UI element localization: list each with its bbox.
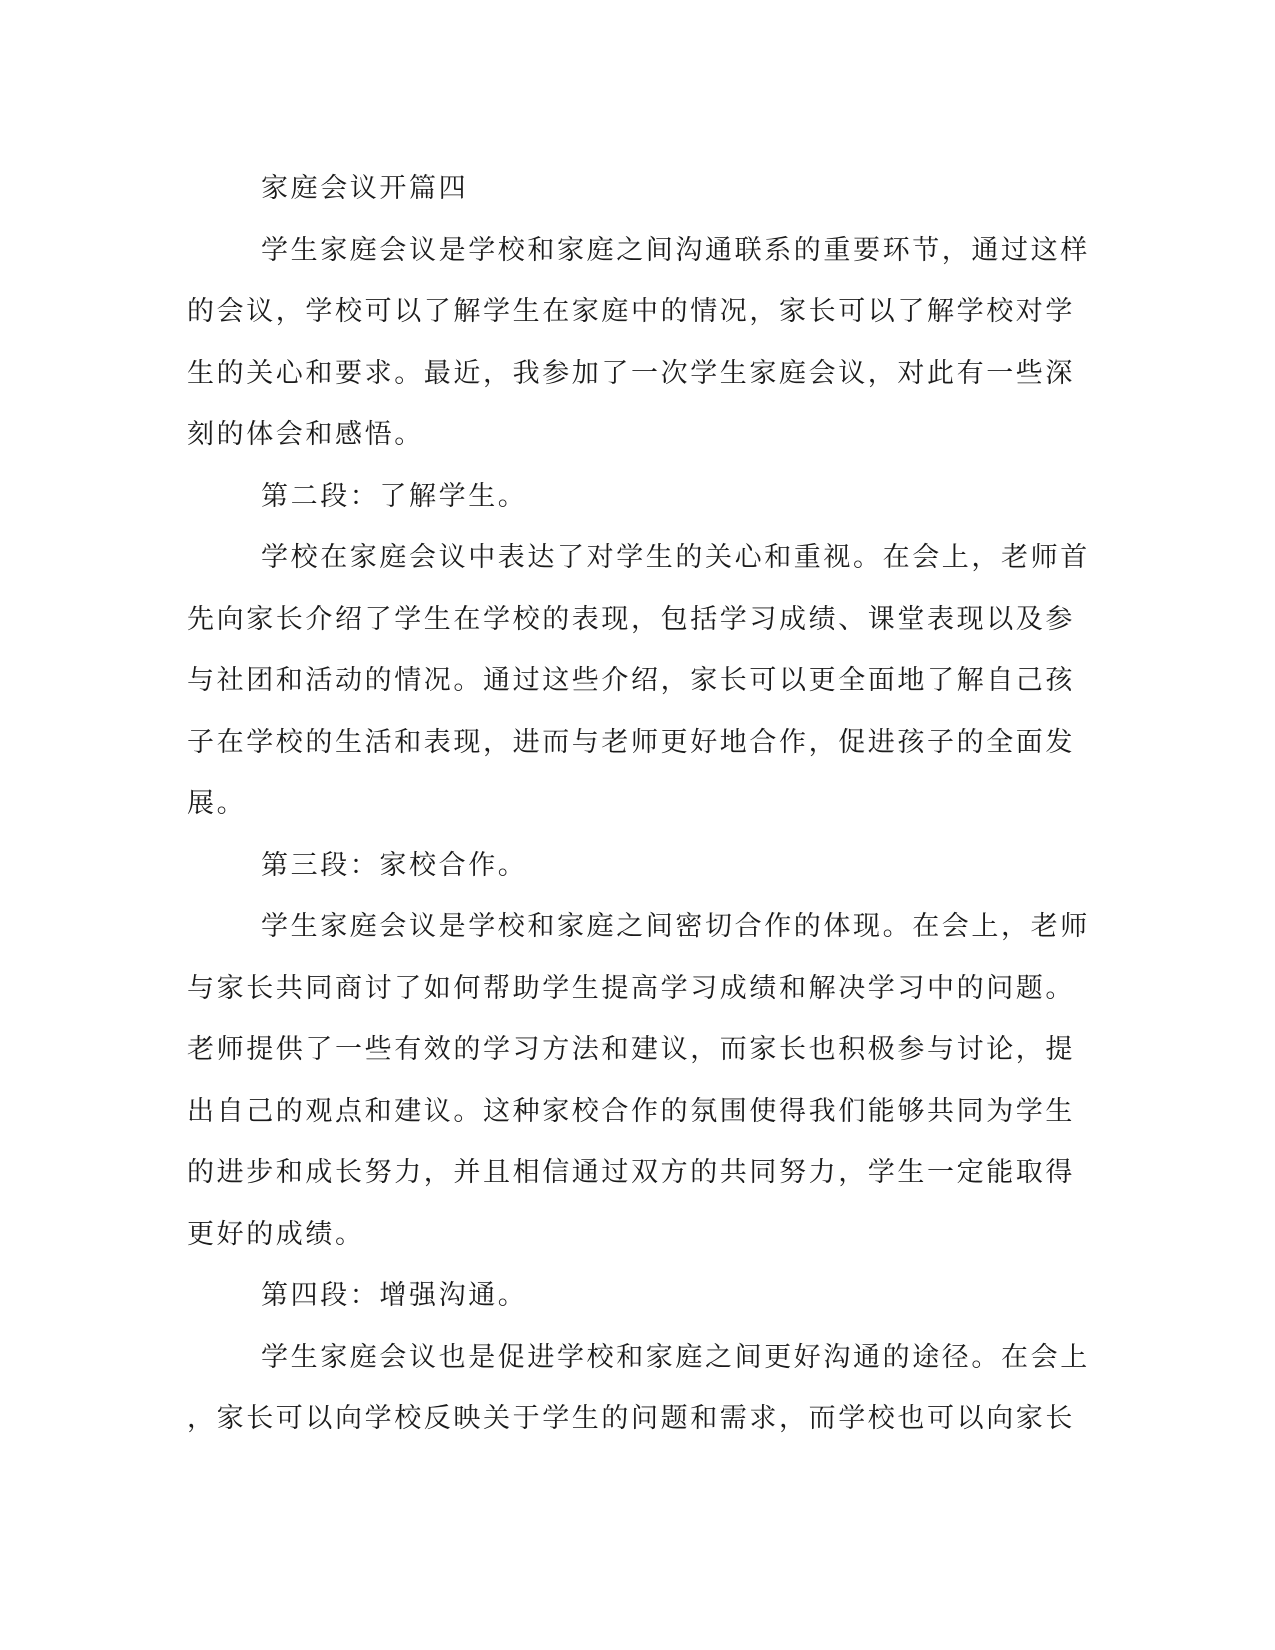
- text-line: 的进步和成长努力，并且相信通过双方的共同努力，学生一定能取得: [187, 1157, 1075, 1188]
- text-line: 学生家庭会议是学校和家庭之间密切合作的体现。在会上，老师: [261, 911, 1090, 942]
- text-line: 的会议，学校可以了解学生在家庭中的情况，家长可以了解学校对学: [187, 296, 1075, 327]
- paragraph-section-3: [187, 896, 1090, 1265]
- document-title: [187, 158, 1067, 220]
- text-line: 第三段：家校合作。: [261, 849, 528, 881]
- text-line: 学校在家庭会议中表达了对学生的关心和重视。在会上，老师首: [261, 542, 1090, 573]
- text-line: 先向家长介绍了学生在学校的表现，包括学习成绩、课堂表现以及参: [187, 603, 1075, 635]
- text-line: 生的关心和要求。最近，我参加了一次学生家庭会议，对此有一些深: [187, 357, 1075, 389]
- text-line: 与社团和活动的情况。通过这些介绍，家长可以更全面地了解自己孩: [187, 665, 1075, 696]
- text-line: 第二段：了解学生。: [261, 480, 528, 512]
- text-line: 家庭会议开篇四: [261, 173, 469, 204]
- section-heading-3: [187, 835, 1067, 897]
- document-body: [187, 158, 1090, 1450]
- text-line: 出自己的观点和建议。这种家校合作的氛围使得我们能够共同为学生: [187, 1095, 1075, 1127]
- text-line: 刻的体会和感悟。: [187, 419, 424, 450]
- section-heading-2: [187, 466, 1067, 528]
- text-line: 老师提供了一些有效的学习方法和建议，而家长也积极参与讨论，提: [187, 1034, 1075, 1065]
- paragraph-section-4: [187, 1327, 1090, 1450]
- paragraph-intro: [187, 220, 1090, 466]
- text-line: 展。: [187, 788, 247, 819]
- text-line: 与家长共同商讨了如何帮助学生提高学习成绩和解决学习中的问题。: [187, 972, 1075, 1004]
- text-line: 第四段：增强沟通。: [261, 1280, 528, 1311]
- text-line: ，家长可以向学校反映关于学生的问题和需求，而学校也可以向家长: [187, 1403, 1075, 1434]
- text-line: 学生家庭会议也是促进学校和家庭之间更好沟通的途径。在会上: [261, 1341, 1090, 1373]
- paragraph-section-2: [187, 527, 1090, 835]
- text-line: 子在学校的生活和表现，进而与老师更好地合作，促进孩子的全面发: [187, 726, 1075, 758]
- text-line: 学生家庭会议是学校和家庭之间沟通联系的重要环节，通过这样: [261, 234, 1090, 266]
- text-line: 更好的成绩。: [187, 1218, 365, 1250]
- section-heading-4: [187, 1265, 1067, 1327]
